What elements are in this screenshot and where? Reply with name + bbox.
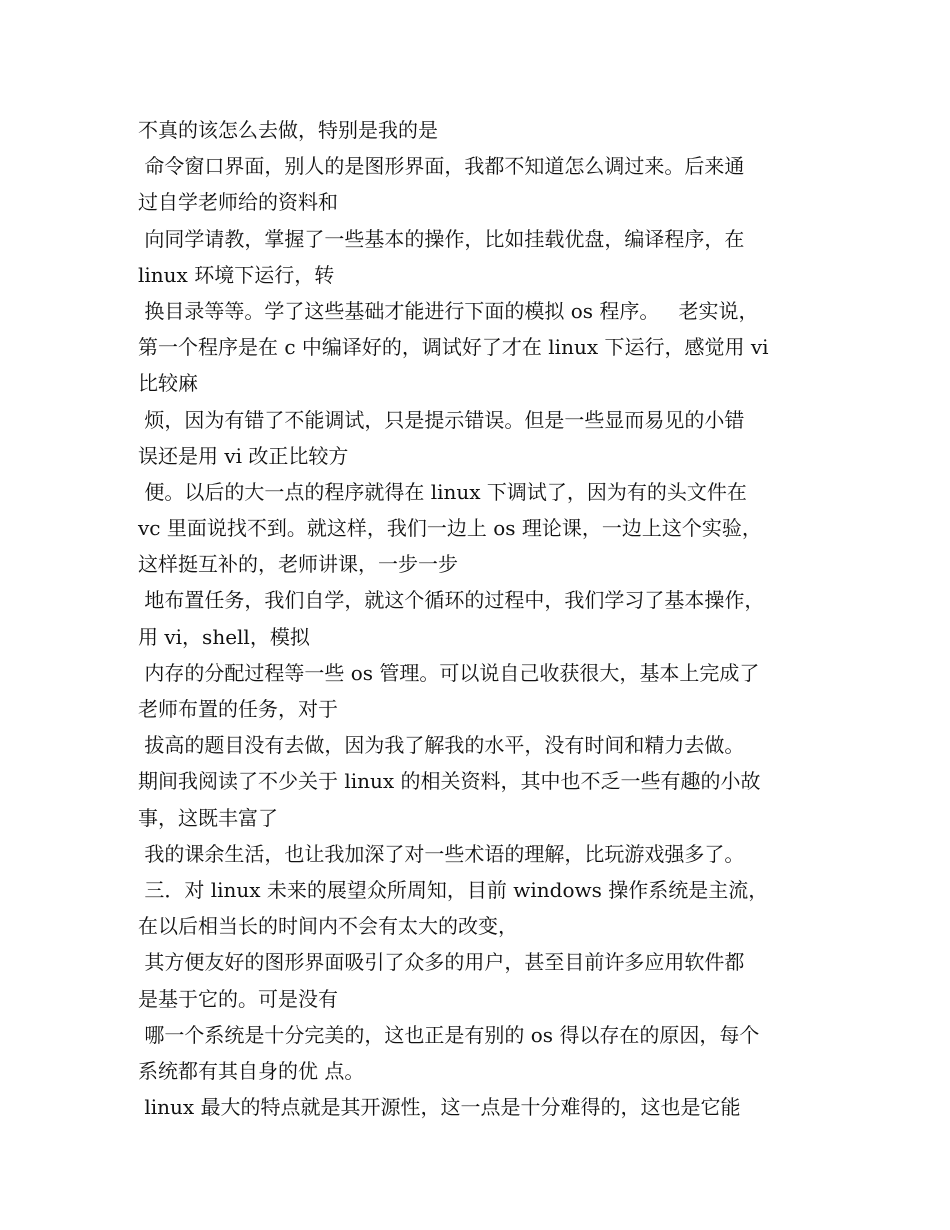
text-line: 过自学老师给的资料和 xyxy=(138,190,338,215)
text-line: 哪一个系统是十分完美的，这也正是有别的 os 得以存在的原因，每个 xyxy=(138,1022,760,1047)
text-line: 老师布置的任务，对于 xyxy=(138,697,338,721)
text-line: 便。以后的大一点的程序就得在 linux 下调试了，因为有的头文件在 xyxy=(138,479,747,504)
text-line: linux 最大的特点就是其开源性，这一点是十分难得的，这也是它能 xyxy=(138,1095,741,1120)
text-line: 内存的分配过程等一些 os 管理。可以说自己收获很大，基本上完成了 xyxy=(138,660,760,685)
text-line: 期间我阅读了不少关于 linux 的相关资料，其中也不乏一些有趣的小故 xyxy=(138,769,761,794)
text-line: 地布置任务，我们自学，就这个循环的过程中，我们学习了基本操作， xyxy=(138,588,765,613)
text-line: 我的课余生活，也让我加深了对一些术语的理解，比玩游戏强多了。 xyxy=(138,841,745,866)
text-line: linux 环境下运行，转 xyxy=(138,262,335,287)
text-line: 用 vi，shell，模拟 xyxy=(138,624,310,649)
text-line: 系统都有其自身的优 点。 xyxy=(138,1058,365,1083)
text-line: 向同学请教，掌握了一些基本的操作，比如挂载优盘，编译程序，在 xyxy=(138,226,745,251)
text-line: 事，这既丰富了 xyxy=(138,805,278,830)
text-line: 比较麻 xyxy=(138,371,198,396)
text-line: 换目录等等。学了这些基础才能进行下面的模拟 os 程序。 老实说， xyxy=(138,298,759,323)
text-line: 第一个程序是在 c 中编译好的，调试好了才在 linux 下运行，感觉用 vi xyxy=(138,335,769,360)
text-line: 其方便友好的图形界面吸引了众多的用户，甚至目前许多应用软件都 xyxy=(138,950,745,975)
text-line: 是基于它的。可是没有 xyxy=(138,986,338,1011)
text-line: 在以后相当长的时间内不会有太大的改变， xyxy=(138,914,518,939)
text-line: 这样挺互补的，老师讲课，一步一步 xyxy=(138,552,458,577)
text-line: 命令窗口界面，别人的是图形界面，我都不知道怎么调过来。后来通 xyxy=(138,154,745,179)
text-line: vc 里面说找不到。就这样，我们一边上 os 理论课，一边上这个实验， xyxy=(138,516,762,541)
text-line: 不真的该怎么去做，特别是我的是 xyxy=(138,118,438,142)
text-line: 误还是用 vi 改正比较方 xyxy=(138,443,349,468)
text-line: 拔高的题目没有去做，因为我了解我的水平，没有时间和精力去做。 xyxy=(138,733,745,758)
body-text xyxy=(138,112,838,1125)
text-line: 三．对 linux 未来的展望众所周知，目前 windows 操作系统是主流， xyxy=(138,877,769,902)
text-line: 烦，因为有错了不能调试，只是提示错误。但是一些显而易见的小错 xyxy=(138,407,745,432)
